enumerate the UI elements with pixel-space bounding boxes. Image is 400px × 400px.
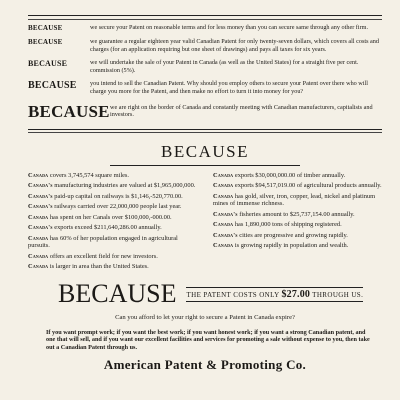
fact-subject: Canada's <box>213 210 238 218</box>
fact-text: paid-up capital on railways is $1,146,-520,770.00. <box>52 192 183 200</box>
reason-2-text: we guarantee a regular eighteen year valid Canadian Patent for only twenty-seven dollars, which covers all costs and charges (for an application requiring but one sheet of drawings) and pays all taxes for six years. <box>90 38 379 53</box>
fact-right-6 <box>213 232 382 240</box>
fact-text: has 1,890,000 tons of shipping registered. <box>233 221 342 229</box>
reason-1-text: we secure your Patent on reasonable terms and for less money than you can secure same through any other firm. <box>90 24 369 31</box>
reason-4 <box>28 80 382 95</box>
reason-2 <box>28 38 382 53</box>
company-name: American Patent & Promoting Co. <box>103 357 307 373</box>
reason-5 <box>28 102 382 122</box>
fact-right-4 <box>213 211 382 219</box>
fact-right-2 <box>213 182 382 190</box>
reason-3-keyword: BECAUSE <box>28 59 68 69</box>
fact-left-8 <box>28 253 197 261</box>
fact-text: exports $30,000,000.00 of timber annually. <box>233 171 346 179</box>
fact-text: exports $94,517,019.00 of agricultural products annually. <box>233 182 382 190</box>
canada-facts <box>28 172 382 274</box>
reason-4-keyword: BECAUSE <box>28 80 77 92</box>
fact-subject: Canada <box>213 192 234 200</box>
fact-subject: Canada <box>28 234 49 242</box>
fact-subject: Canada <box>28 252 49 260</box>
fact-left-2 <box>28 182 197 190</box>
fact-left-4 <box>28 203 197 211</box>
fact-subject: Canada <box>28 171 49 179</box>
fact-text: cities are progressive and growing rapidly. <box>237 231 348 239</box>
fact-subject: Canada <box>213 182 234 190</box>
fact-subject: Canada <box>213 242 234 250</box>
fact-text: offers an excellent field for new investors. <box>48 252 158 260</box>
fact-subject: Canada <box>213 221 234 229</box>
fact-subject: Canada <box>213 171 234 179</box>
reason-5-keyword: BECAUSE <box>28 101 110 121</box>
reason-3-text: we will undertake the sale of your Patent in Canada (as well as the United States) for a straight five per cent. commission (5%). <box>90 59 359 74</box>
fact-right-5 <box>213 221 382 229</box>
fact-text: has gold, silver, iron, copper, lead, nickel and platinum mines of immense richness. <box>213 192 376 208</box>
cost-line-before: THE PATENT COSTS ONLY <box>186 290 280 299</box>
fact-text: manufacturing industries are valued at $1,965,000,000. <box>52 182 196 190</box>
facts-left-column <box>28 172 207 274</box>
fact-left-7 <box>28 235 197 250</box>
fact-subject: Canada's <box>28 182 53 190</box>
section-divider <box>28 129 382 133</box>
fact-subject: Canada's <box>28 224 53 232</box>
reason-5-text: we are right on the border of Canada and constantly meeting with Canadian manufacturers, capitalists and investors. <box>110 103 373 119</box>
cost-banner <box>28 278 382 308</box>
closing-paragraph: If you want prompt work; if you want the best work; if you want honest work; if you want a strong Canadian patent, and one that will sell, and if you want our excellent facilities and services for promoting a sale without expense to you, then take out a Canadian Patent through us. <box>46 328 370 351</box>
fact-subject: Canada's <box>213 231 238 239</box>
fact-text: fisheries amount to $25,737,154.00 annually. <box>237 210 355 218</box>
fact-subject: Canada's <box>28 192 53 200</box>
fact-right-3 <box>213 193 382 208</box>
fact-text: has 60% of her population engaged in agricultural pursuits. <box>28 234 178 250</box>
fact-subject: Canada <box>28 213 49 221</box>
cost-keyword: BECAUSE <box>58 278 177 308</box>
fact-subject: Canada <box>28 263 49 271</box>
fact-left-3 <box>28 193 197 201</box>
cost-statement <box>186 287 363 302</box>
reason-4-text: you intend to sell the Canadian Patent. Why should you employ others to secure your Patent over there who will charge you more for the Patent, and then make no effort to turn it into money for you? <box>90 80 368 95</box>
fact-left-9 <box>28 263 197 271</box>
reason-1-keyword: BECAUSE <box>28 24 63 32</box>
cost-price: $27.00 <box>281 288 311 300</box>
facts-heading: BECAUSE <box>161 141 249 161</box>
fact-text: railways carried over 22,000,000 people last year. <box>52 203 182 211</box>
fact-subject: Canada's <box>28 203 53 211</box>
fact-text: is larger in area than the United States. <box>48 263 149 271</box>
fact-left-5 <box>28 214 197 222</box>
fact-right-7 <box>213 242 382 250</box>
reason-3 <box>28 59 382 74</box>
facts-right-column <box>207 172 382 274</box>
fact-text: has spent on her Canals over $100,000,-000.00. <box>48 213 172 221</box>
reason-1 <box>28 24 382 32</box>
fact-text: is growing rapidly in population and wealth. <box>233 242 349 250</box>
fact-text: exports exceed $211,640,286.00 annually. <box>52 224 162 232</box>
top-rule <box>28 15 382 20</box>
facts-heading-rule <box>110 165 300 166</box>
fact-text: covers 3,745,574 square miles. <box>48 171 130 179</box>
question-line: Can you afford to let your right to secure a Patent in Canada expire? <box>115 313 295 321</box>
reason-2-keyword: BECAUSE <box>28 38 63 46</box>
fact-left-6 <box>28 224 197 232</box>
cost-line-after: THROUGH US. <box>312 290 364 299</box>
fact-left-1 <box>28 172 197 180</box>
fact-right-1 <box>213 172 382 180</box>
